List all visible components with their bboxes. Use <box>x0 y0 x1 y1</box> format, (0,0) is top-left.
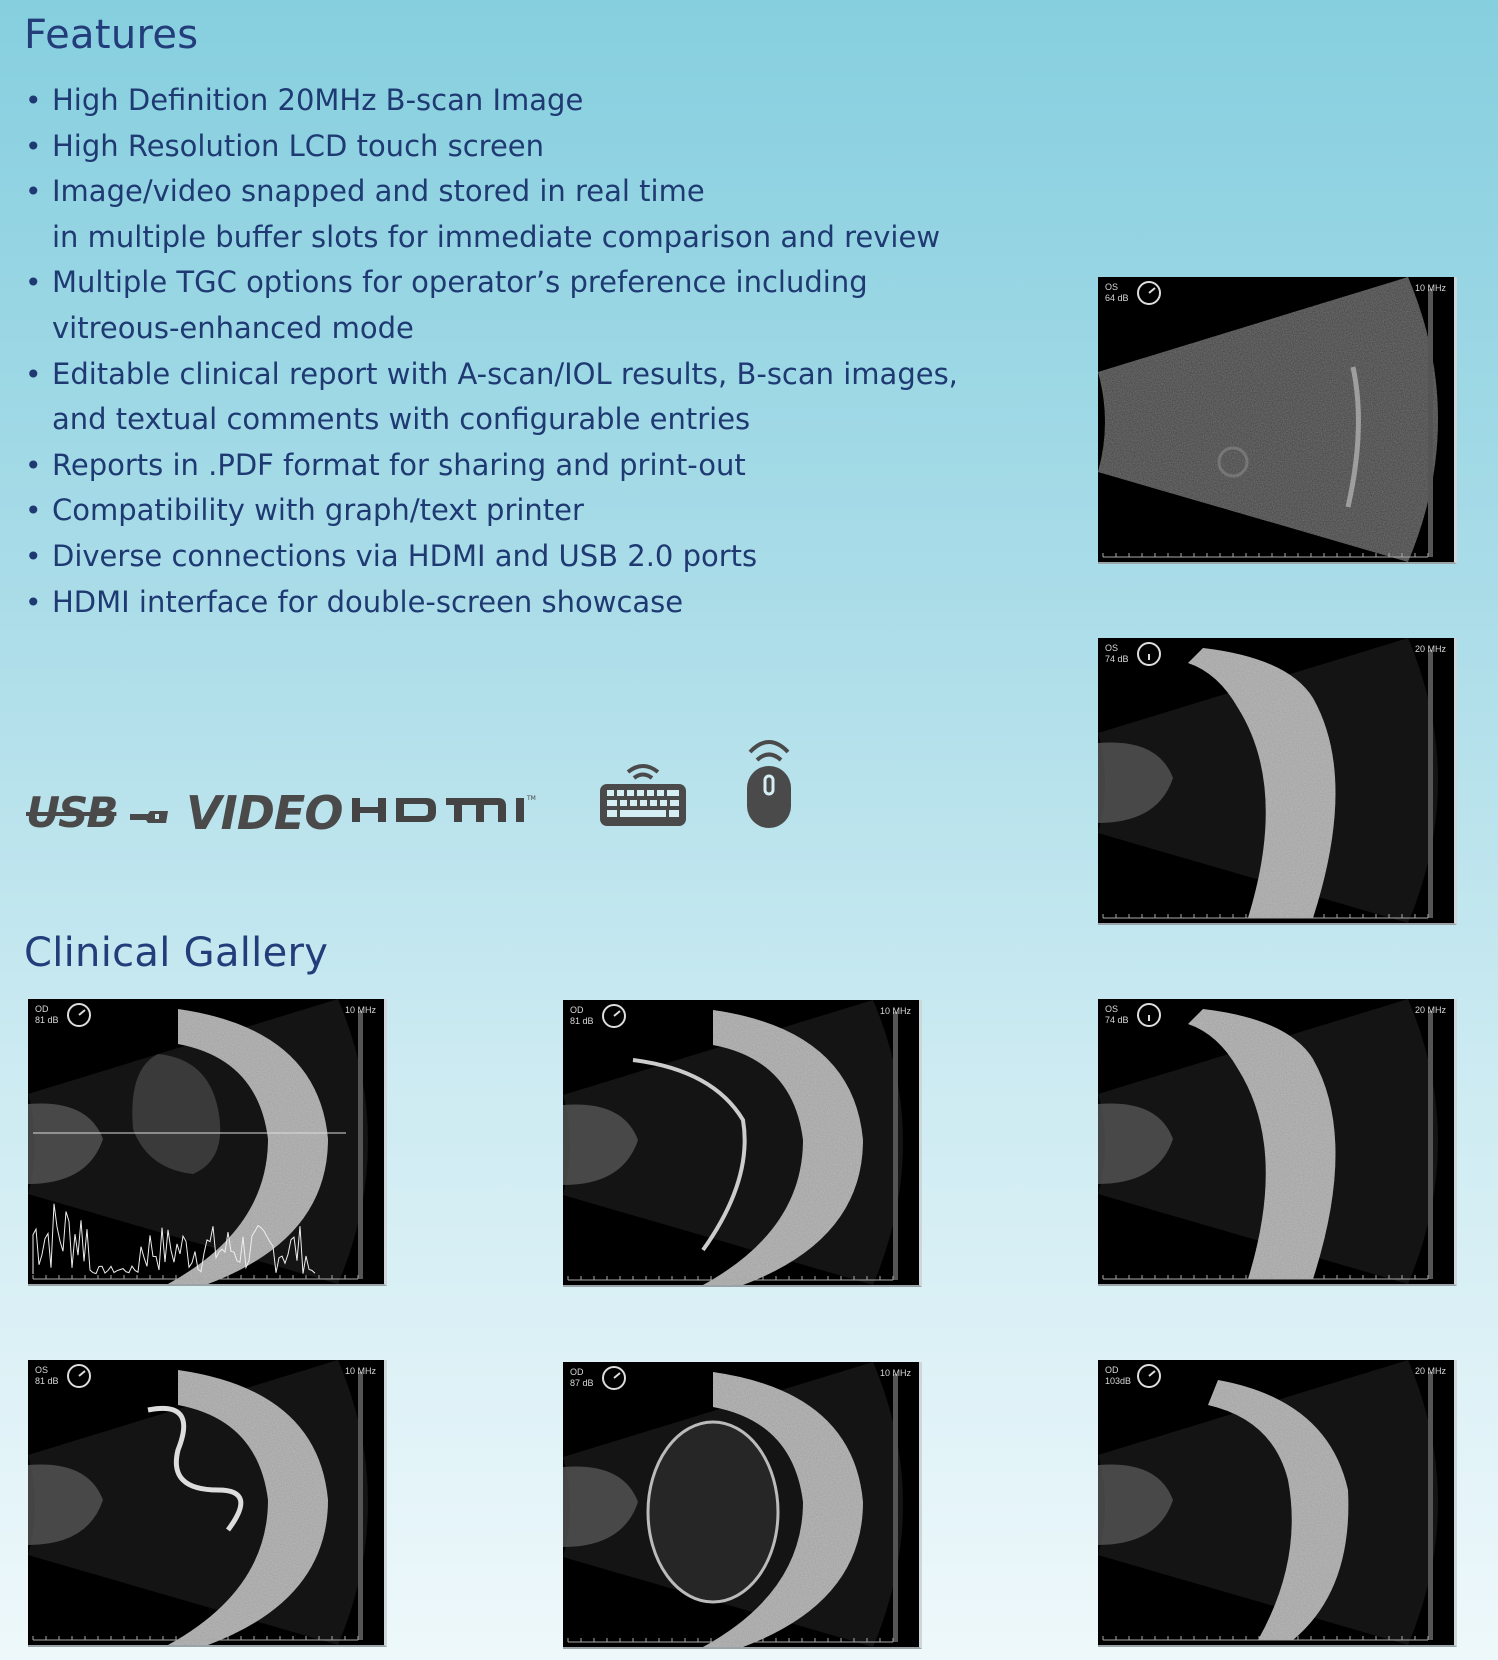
gauge-icon <box>1136 1363 1162 1389</box>
b-scan-image <box>1098 277 1454 562</box>
feature-text: Image/video snapped and stored in real time <box>52 174 705 209</box>
scan-eye-gain: OD 103dB <box>1105 1365 1132 1386</box>
b-scan-image <box>563 1362 919 1647</box>
hdmi-logo <box>352 788 542 828</box>
b-scan-image <box>28 999 384 1284</box>
feature-text-cont: and textual comments with configurable entries <box>52 402 751 437</box>
feature-text: High Definition 20MHz B-scan Image <box>52 83 584 117</box>
feature-item <box>22 352 1022 443</box>
scan-frequency: 10 MHz <box>344 1005 376 1015</box>
scan-frequency: 10 MHz <box>344 1366 376 1376</box>
feature-text-cont: vitreous-enhanced mode <box>52 310 414 345</box>
b-scan-image <box>1098 638 1454 923</box>
feature-item <box>22 534 1022 580</box>
scan-frequency: 20 MHz <box>1414 1005 1446 1015</box>
feature-text-cont: in multiple buffer slots for immediate comparison and review <box>52 219 941 254</box>
feature-text: Multiple TGC options for operator’s preference including <box>52 265 868 300</box>
svg-text:TM: TM <box>527 795 536 802</box>
feature-text: HDMI interface for double-screen showcase <box>52 584 684 619</box>
scan-eye-gain: OD 81 dB <box>570 1005 594 1026</box>
feature-item <box>22 580 1022 626</box>
ultrasound-image <box>563 1000 922 1287</box>
feature-text: Compatibility with graph/text printer <box>52 493 584 528</box>
gauge-icon <box>1136 1002 1162 1028</box>
scan-eye-gain: OS 74 dB <box>1105 643 1129 664</box>
usb-logo: USB <box>26 788 117 837</box>
scan-frequency: 20 MHz <box>1414 1366 1446 1376</box>
gauge-icon <box>1136 641 1162 667</box>
feature-item <box>22 488 1022 534</box>
gauge-icon <box>66 1363 92 1389</box>
ultrasound-image <box>28 999 387 1286</box>
scan-frequency: 10 MHz <box>879 1368 911 1378</box>
ultrasound-image <box>1098 277 1457 564</box>
feature-item <box>22 169 1022 260</box>
feature-item <box>22 260 1022 351</box>
features-title: Features <box>24 12 199 58</box>
feature-text: Reports in .PDF format for sharing and print-out <box>52 447 746 482</box>
b-scan-image <box>1098 999 1454 1284</box>
scan-frequency: 10 MHz <box>1414 283 1446 293</box>
ultrasound-image <box>1098 638 1457 925</box>
scan-eye-gain: OS 64 dB <box>1105 282 1129 303</box>
b-scan-image <box>28 1360 384 1645</box>
ultrasound-image <box>563 1362 922 1649</box>
scan-frequency: 10 MHz <box>879 1006 911 1016</box>
feature-item <box>22 443 1022 489</box>
b-scan-image <box>563 1000 919 1285</box>
usb-plug-icon <box>130 810 168 824</box>
scan-eye-gain: OS 81 dB <box>35 1365 59 1386</box>
gauge-icon <box>601 1365 627 1391</box>
scan-eye-gain: OD 87 dB <box>570 1367 594 1388</box>
gauge-icon <box>601 1003 627 1029</box>
ultrasound-image <box>1098 1360 1457 1647</box>
video-logo: VIDEO <box>186 786 343 840</box>
feature-text: Editable clinical report with A-scan/IOL results, B-scan images, <box>52 356 958 391</box>
scan-eye-gain: OD 81 dB <box>35 1004 59 1025</box>
keyboard-icon <box>598 758 688 828</box>
gauge-icon <box>66 1002 92 1028</box>
feature-item <box>22 124 1022 170</box>
gauge-icon <box>1136 280 1162 306</box>
feature-text: Diverse connections via HDMI and USB 2.0 ports <box>52 538 758 573</box>
scan-eye-gain: OS 74 dB <box>1105 1004 1129 1025</box>
ultrasound-image <box>28 1360 387 1647</box>
features-list <box>22 78 1022 625</box>
ultrasound-image <box>1098 999 1457 1286</box>
scan-frequency: 20 MHz <box>1414 644 1446 654</box>
feature-text: High Resolution LCD touch screen <box>52 128 545 163</box>
feature-item <box>22 78 1022 124</box>
wireless-mouse-icon <box>742 730 796 830</box>
b-scan-image <box>1098 1360 1454 1645</box>
connectivity-logos <box>26 730 806 840</box>
clinical-gallery-title: Clinical Gallery <box>24 930 329 976</box>
